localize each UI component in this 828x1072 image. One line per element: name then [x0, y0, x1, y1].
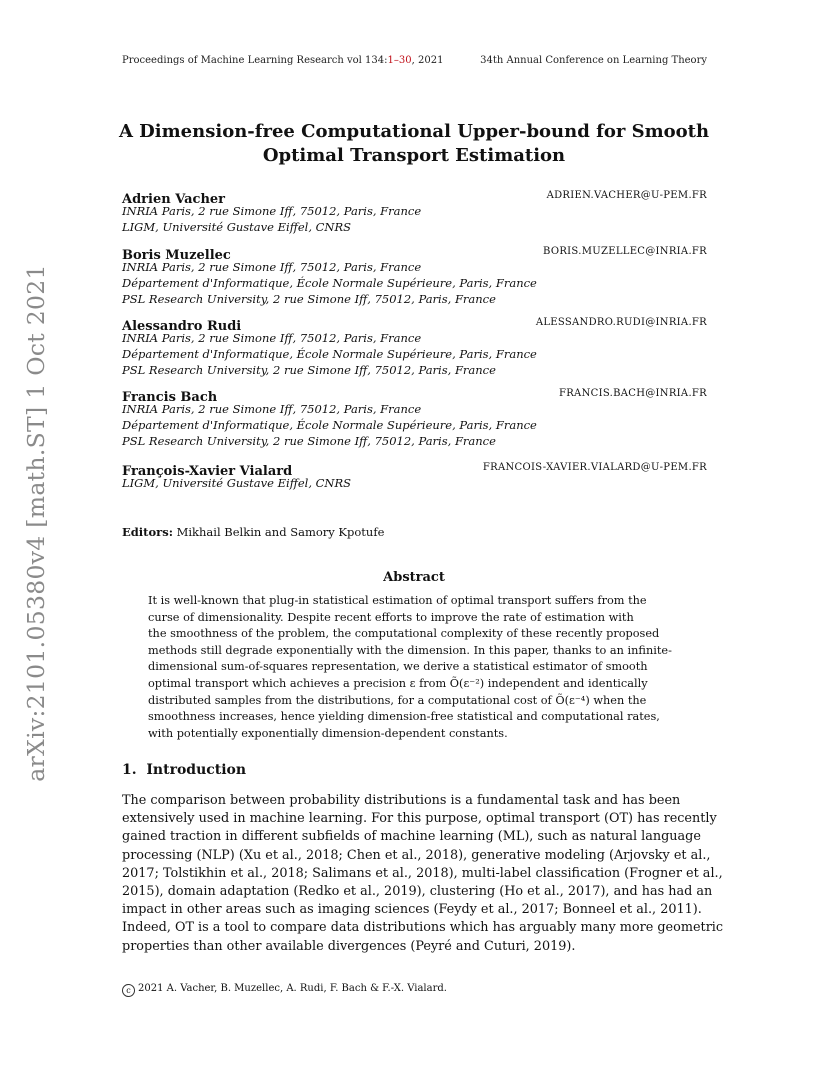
- abstract-body: [148, 593, 682, 742]
- paper-page: Proceedings of Machine Learning Research vol 134:1–30, 2021 34th Annual Conference on Learning Theory arXiv:2101.05380v4 [math.ST] 1 Oct 2021 A Dimension-free Computational Upper-bound for Smooth Optimal Transport Estimation Adrien Vacher ADRIEN.VACHER@U-PEM.FR INRIA Paris, 2 rue Simone Iff, 75012, Paris, France LIGM, Université Gustave Eiffel, CNRS Boris Muzellec BORIS.MUZELLEC@INRIA.FR INRIA Paris, 2 rue Simone Iff, 75012, Paris, France Département d'Informatique, École Normale Supérieure, Paris, France PSL Research University, 2 rue Simone Iff, 75012, Paris, France Alessandro Rudi ALESSANDRO.RUDI@INRIA.FR INRIA Paris, 2 rue Simone Iff, 75012, Paris, France Département d'Informatique, École Normale Supérieure, Paris, France PSL Research University, 2 rue Simone Iff, 75012, Paris, France Francis Bach FRANCIS.BACH@INRIA.FR INRIA Paris, 2 rue Simone Iff, 75012, Paris, France Département d'Informatique, École Normale Supérieure, Paris, France PSL Research University, 2 rue Simone Iff, 75012, Paris, France François-Xavier Vialard FRANCOIS-XAVIER.VIALARD@U-PEM.FR LIGM, Université Gustave Eiffel, CNRS Editors: Mikhail Belkin and Samory Kpotufe Abstract It is well-known that plug-in statistical estimation of optimal transport suffers from the curse of dimensionality. Despite recent efforts to improve the rate of estimation with the smoothness of the problem, the computational complexity of these recently proposed methods still degrade exponentially with the dimension. In this paper, thanks to an infinite- dimensional sum-of-squares representation, we derive a statistical estimator of smooth optimal transport which achieves a precision ε from Õ(ε⁻²) independent and identically distributed samples from the distributions, for a computational cost of Õ(ε⁻⁴) when the smoothness increases, hence yielding dimension-free statistical and computational rates, with potentially exponentially dimension-dependent constants. 1. Introduction The comparison between probability distributions is a fundamental task and has been extensively used in machine learning. For this purpose, optimal transport (OT) has recently gained traction in different subfields of machine learning (ML), such as natural language processing (NLP) (Xu et al., 2018; Chen et al., 2018), generative modeling (Arjovsky et al., 2017; Tolstikhin et al., 2018; Salimans et al., 2018), multi-label classification (Frogner et al., 2015), domain adaptation (Redko et al., 2019), clustering (Ho et al., 2017), and has had an impact in other areas such as imaging sciences (Feydy et al., 2017; Bonneel et al., 2011). Indeed, OT is a tool to compare data distributions which has arguably many more geometric properties than other available divergences (Peyré and Cuturi, 2019). c 2021 A. Vacher, B. Muzellec, A. Rudi, F. Bach & F.-X. Vialard.: [0, 0, 828, 1072]
- author-name: Boris Muzellec: [122, 248, 231, 263]
- author-email: BORIS.MUZELLEC@INRIA.FR: [543, 246, 707, 257]
- abstract-line: curse of dimensionality. Despite recent efforts to improve the rate of estimation with: [148, 610, 634, 624]
- intro-line: extensively used in machine learning. For this purpose, optimal transport (OT) has recently: [122, 811, 717, 827]
- author-name: Francis Bach: [122, 390, 218, 405]
- author-block: [122, 460, 707, 492]
- intro-line: The comparison between probability distributions is a fundamental task and has been: [122, 793, 681, 808]
- abstract-line: dimensional sum-of-squares representation, we derive a statistical estimator of smooth: [148, 660, 648, 674]
- running-header-left: Proceedings of Machine Learning Research vol 134:1–30, 2021: [122, 55, 444, 66]
- author-name: Adrien Vacher: [122, 192, 226, 207]
- introduction-body: [122, 792, 724, 956]
- abstract-line: methods still degrade exponentially with the dimension. In this paper, thanks to an infinite-: [148, 643, 672, 657]
- author-affiliation: Département d'Informatique, École Normale Supérieure, Paris, France: [122, 275, 537, 290]
- abstract-line: distributed samples from the distributions, for a computational cost of Õ(ε⁻⁴) when the: [148, 693, 647, 707]
- abstract-line: smoothness increases, hence yielding dimension-free statistical and computational rates,: [148, 710, 660, 724]
- abstract-heading: Abstract: [383, 570, 445, 585]
- author-affiliation: PSL Research University, 2 rue Simone Iff, 75012, Paris, France: [122, 433, 496, 448]
- intro-line: Indeed, OT is a tool to compare data distributions which has arguably many more geometric: [122, 920, 724, 936]
- copyright-footer: c 2021 A. Vacher, B. Muzellec, A. Rudi, F. Bach & F.-X. Vialard.: [122, 983, 447, 997]
- author-affiliation: Département d'Informatique, École Normale Supérieure, Paris, France: [122, 346, 537, 361]
- author-email: ADRIEN.VACHER@U-PEM.FR: [546, 190, 707, 201]
- author-block: [122, 244, 707, 307]
- intro-line: impact in other areas such as imaging sciences (Feydy et al., 2017; Bonneel et al., 2011).: [122, 902, 702, 918]
- abstract-line: optimal transport which achieves a precision ε from Õ(ε⁻²) independent and identically: [148, 676, 648, 690]
- author-affiliation: INRIA Paris, 2 rue Simone Iff, 75012, Paris, France: [122, 331, 422, 345]
- page-range-link[interactable]: 1–30: [387, 55, 412, 66]
- author-email: FRANCIS.BACH@INRIA.FR: [558, 388, 707, 399]
- author-name: Alessandro Rudi: [122, 319, 242, 334]
- author-affiliation: Département d'Informatique, École Normale Supérieure, Paris, France: [122, 417, 537, 432]
- intro-line: processing (NLP) (Xu et al., 2018; Chen et al., 2018), generative modeling (Arjovsky et al.,: [122, 847, 711, 863]
- intro-line: 2015), domain adaptation (Redko et al., 2019), clustering (Ho et al., 2017), and has had an: [122, 884, 713, 900]
- editors-line: Editors: Mikhail Belkin and Samory Kpotufe: [122, 525, 385, 539]
- author-affiliation: INRIA Paris, 2 rue Simone Iff, 75012, Paris, France: [122, 402, 422, 416]
- author-name: François-Xavier Vialard: [122, 464, 293, 479]
- intro-line: properties than other available divergences (Peyré and Cuturi, 2019).: [122, 938, 576, 954]
- section-heading: 1. Introduction: [122, 762, 247, 778]
- author-affiliation: PSL Research University, 2 rue Simone Iff, 75012, Paris, France: [122, 362, 496, 377]
- author-block: [122, 386, 707, 449]
- author-block: [122, 188, 707, 236]
- copyright-icon: c: [122, 984, 135, 997]
- abstract-line: It is well-known that plug-in statistical estimation of optimal transport suffers from the: [148, 594, 647, 607]
- intro-line: 2017; Tolstikhin et al., 2018; Salimans et al., 2018), multi-label classification (Frogner et al.,: [122, 865, 723, 881]
- author-email: ALESSANDRO.RUDI@INRIA.FR: [535, 317, 707, 328]
- author-affiliation: LIGM, Université Gustave Eiffel, CNRS: [122, 219, 352, 234]
- author-email: FRANCOIS-XAVIER.VIALARD@U-PEM.FR: [482, 462, 707, 473]
- author-affiliation: LIGM, Université Gustave Eiffel, CNRS: [122, 476, 352, 490]
- paper-title: A Dimension-free Computational Upper-bound for Smooth Optimal Transport Estimation: [118, 121, 710, 166]
- abstract-line: the smoothness of the problem, the computational complexity of these recently proposed: [148, 627, 660, 641]
- running-header-right: 34th Annual Conference on Learning Theory: [480, 55, 707, 66]
- author-affiliation: PSL Research University, 2 rue Simone Iff, 75012, Paris, France: [122, 291, 496, 306]
- intro-line: gained traction in different subfields of machine learning (ML), such as natural language: [122, 829, 701, 845]
- author-affiliation: INRIA Paris, 2 rue Simone Iff, 75012, Paris, France: [122, 260, 422, 274]
- author-affiliation: INRIA Paris, 2 rue Simone Iff, 75012, Paris, France: [122, 204, 422, 218]
- abstract-line: with potentially exponentially dimension-dependent constants.: [148, 726, 508, 740]
- author-block: [122, 315, 707, 378]
